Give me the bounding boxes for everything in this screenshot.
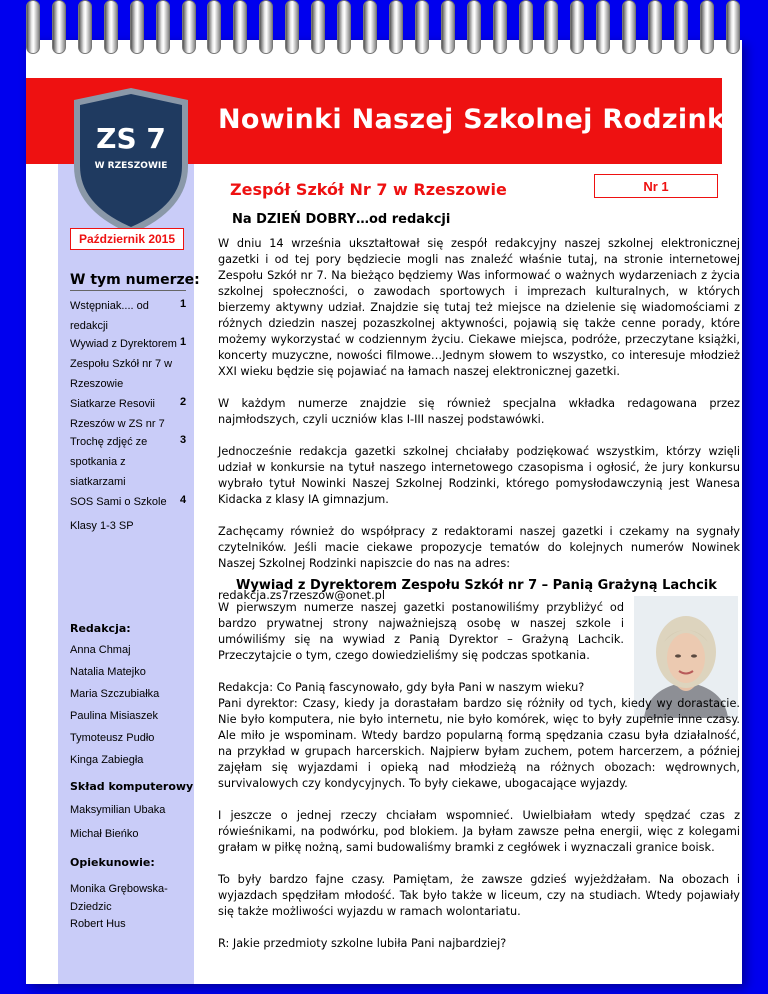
staff-name: Tymoteusz Pudło <box>70 732 155 744</box>
toc-item-page: 1 <box>180 336 187 348</box>
toc-item-page: 3 <box>180 434 187 446</box>
article1-body <box>218 236 740 604</box>
toc-item-page: 2 <box>180 396 187 408</box>
article2-body <box>218 696 740 952</box>
staff-name: Paulina Misiaszek <box>70 710 159 722</box>
article1-paragraph: Jednocześnie redakcja gazetki szkolnej chciałaby podziękować wszystkim, którzy wzięli udział w konkursie na tytuł naszego internetowego czasopisma i ogłosić, że jury konkursu wybrało tytuł Nowinki Naszej Szkolnej Rodzinki, którego pomysłodawczynią jest Wanesa Kidacka z klasy IA gimnazjum. <box>218 445 740 506</box>
toc-item-title: Wstępniak.... od redakcji <box>70 300 149 332</box>
article2-paragraph: Pani dyrektor: Czasy, kiedy ja dorastałam bardzo się różniły od tych, kiedy wy dorastacie. Nie było komputera, nie było internetu, nie było komórek, więc to były zupełnie inne czasy. Ale miło je wspominam. Wtedy bardzo popularną formą spędzania czasu była działalność, na przykład w grupach harcerskich. Najpierw byłam zuchem, potem harcerzem, a później zajęłam się wyjazdami i opieką nad młodzieżą na różnych obozach: wędrownych, survivalowych czy kondycyjnych. To były ciekawe, ubogacające wyjazdy. <box>218 697 740 790</box>
article2-paragraph: I jeszcze o jednej rzeczy chciałam wspomnieć. Uwielbiałam wtedy spędzać czas z rówieśnikami, na podwórku, pod blokiem. Ja byłam zawsze pełna energii, więc z kolegami grałam w piłkę nożną, sami budowaliśmy bramki z cegłówek i wyznaczali granice boisk. <box>218 809 740 854</box>
editorial-heading: Redakcja: <box>70 622 131 635</box>
article2-heading: Wywiad z Dyrektorem Zespołu Szkół nr 7 – Panią Grażyną Lachcik <box>236 578 717 593</box>
article2-paragraph: To były bardzo fajne czasy. Pamiętam, że zawsze gdzieś wyjeżdżałam. Na obozach i wyjazdach spędziłam młodość. Tak było także w liceum, czy na studiach. Wtedy pojawiały się także możliwości wyjazdu w ramach wolontariatu. <box>218 873 740 918</box>
toc-item-title: Klasy 1-3 SP <box>70 520 134 532</box>
staff-name: Michał Bieńko <box>70 828 139 840</box>
article2-paragraph: W pierwszym numerze naszej gazetki postanowiliśmy przybliżyć od bardzo prywatnej strony najważniejszą osobę w naszej szkole i umówiliśmy się na wywiad z Panią Dyrektor – Grażyną Lachcik. Przeczytajcie o tym, czego dowiedzieliśmy się podczas spotkania. <box>218 601 624 662</box>
article1-heading: Na DZIEŃ DOBRY…od redakcji <box>232 212 451 227</box>
article2-paragraph: Redakcja: Co Panią fascynowało, gdy była Pani w naszym wieku? <box>218 681 585 694</box>
article1-paragraph: W każdym numerze znajdzie się również specjalna wkładka redagowana przez najmłodszych, czyli uczniów klas I-III naszej podstawówki. <box>218 397 740 426</box>
staff-name: Kinga Zabiegła <box>70 754 144 766</box>
school-shield-logo <box>70 86 192 236</box>
newsletter-title: Nowinki Naszej Szkolnej Rodzinki <box>218 104 735 135</box>
toc-title: W tym numerze: <box>70 272 200 288</box>
logo-main-text: ZS 7 <box>96 122 166 155</box>
staff-name: Robert Hus <box>70 918 126 930</box>
issue-number: Nr 1 <box>594 174 718 198</box>
staff-name: Monika Grębowska-Dziedzic <box>70 883 168 913</box>
staff-name: Maksymilian Ubaka <box>70 804 166 816</box>
spiral-binding <box>18 0 748 62</box>
toc-divider <box>70 290 186 291</box>
toc-item-title: Trochę zdjęć ze spotkania z siatkarzami <box>70 436 148 488</box>
article1-paragraph: W dniu 14 września ukształtował się zespół redakcyjny naszej szkolnej elektronicznej gazetki i od tej pory będziecie mogli nas znaleźć właśnie tutaj, na stronie internetowej Zespołu Szkół nr 7. Na bieżąco będziemy Was informować o ważnych wydarzeniach z życia szkolnej społeczności, o zawodach sportowych i imprezach kulturalnych, w których bierzemy aktywny udział. Znajdzie się tutaj też miejsce na dzielenie się wiadomościami z różnych dziedzin naszej pozaszkolnej aktywności, pojawią się także cenne porady, które możemy wykorzystać w codziennym życiu. Ciekawe miejsca, podróże, przeczytane książki, koncerty muzyczne, nowości filmowe…Jednym słowem to wszystko, co interesuje młodzież XXI wieku będzie się pojawiać na łamach naszej elektronicznej gazetki. <box>218 237 740 378</box>
article2-intro <box>218 600 624 696</box>
staff-name: Natalia Matejko <box>70 666 146 678</box>
contact-email[interactable]: redakcja.zs7rzeszow@onet.pl <box>218 589 385 602</box>
toc-item-page: 4 <box>180 494 187 506</box>
logo-sub-text: W RZESZOWIE <box>94 161 168 171</box>
toc-item-page: 1 <box>180 298 187 310</box>
article1-paragraph: Zachęcamy również do współpracy z redaktorami naszej gazetki i czekamy na sygnały czytelników. Jeśli macie ciekawe propozycje tematów do kolejnych numerów Nowinek Naszej Szkolnej Rodzinki napiszcie do nas na adres: <box>218 525 740 570</box>
toc-item-title: SOS Sami o Szkole <box>70 496 167 508</box>
school-name: Zespół Szkół Nr 7 w Rzeszowie <box>230 180 507 199</box>
issue-month: Październik 2015 <box>70 228 184 250</box>
toc-item-title: Siatkarze Resovii Rzeszów w ZS nr 7 <box>70 398 165 430</box>
staff-name: Maria Szczubiałka <box>70 688 160 700</box>
typesetting-heading: Skład komputerowy <box>70 780 194 793</box>
toc-item-title: Wywiad z Dyrektorem Zespołu Szkół nr 7 w Rzeszowie <box>70 338 177 390</box>
article2-paragraph: R: Jakie przedmioty szkolne lubiła Pani najbardziej? <box>218 937 507 950</box>
mentors-heading: Opiekunowie: <box>70 856 155 869</box>
staff-name: Anna Chmaj <box>70 644 131 656</box>
